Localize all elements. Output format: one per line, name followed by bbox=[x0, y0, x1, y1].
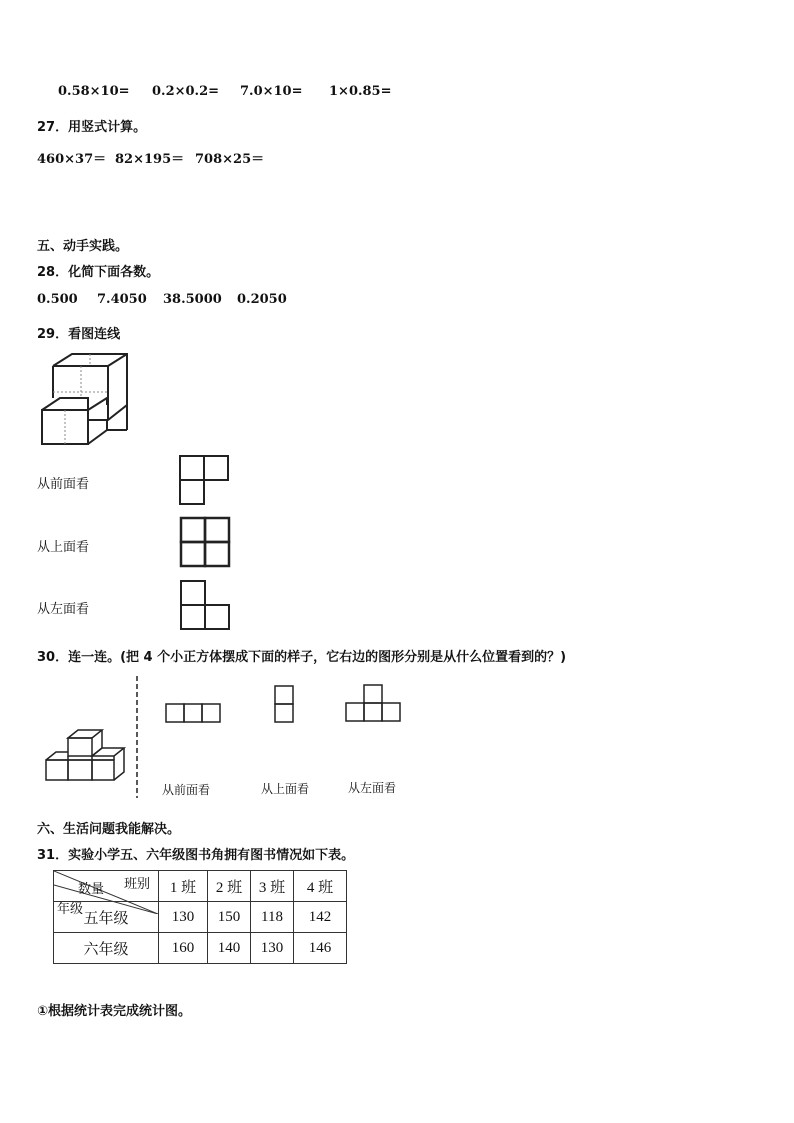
q31-task-1: ①根据统计表完成统计图。 bbox=[37, 1004, 192, 1019]
q30-label-left: 从左面看 bbox=[348, 781, 397, 795]
table-cell: 142 bbox=[294, 902, 347, 933]
q30-view-shape-1 bbox=[164, 702, 224, 726]
q28-item-4: 0.2050 bbox=[237, 292, 287, 307]
calc-item-4: 1×0.85= bbox=[329, 84, 392, 99]
column-header: 3 班 bbox=[251, 871, 294, 902]
q29-label-front: 从前面看 bbox=[37, 477, 90, 492]
q27-item-1: 460×37＝ bbox=[37, 152, 107, 167]
table-cell: 146 bbox=[294, 933, 347, 964]
q30-label-front: 从前面看 bbox=[162, 783, 211, 797]
table-row bbox=[54, 933, 347, 964]
q30-label-top: 从上面看 bbox=[261, 782, 310, 796]
question-29-title: 29．看图连线 bbox=[37, 327, 121, 342]
table-cell: 150 bbox=[208, 902, 251, 933]
q29-view-shape-1 bbox=[178, 454, 232, 508]
table-cell: 118 bbox=[251, 902, 294, 933]
column-header: 4 班 bbox=[294, 871, 347, 902]
table-cell: 140 bbox=[208, 933, 251, 964]
q29-view-shape-3 bbox=[178, 578, 232, 634]
corner-label-class: 班别 bbox=[124, 877, 151, 892]
table-corner-header bbox=[54, 871, 159, 917]
section-6-heading: 六、生活问题我能解决。 bbox=[37, 822, 181, 837]
question-27-title: 27．用竖式计算。 bbox=[37, 120, 147, 135]
corner-label-quantity: 数量 bbox=[78, 882, 105, 897]
calc-item-1: 0.58×10= bbox=[58, 84, 130, 99]
q28-item-1: 0.500 bbox=[37, 292, 78, 307]
q30-dashed-divider bbox=[134, 676, 140, 798]
question-28-title: 28．化简下面各数。 bbox=[37, 265, 160, 280]
table-cell: 160 bbox=[159, 933, 208, 964]
calc-item-2: 0.2×0.2= bbox=[152, 84, 220, 99]
column-header: 2 班 bbox=[208, 871, 251, 902]
row-label: 五年级 bbox=[54, 902, 159, 933]
q27-item-2: 82×195＝ bbox=[115, 152, 185, 167]
q29-cube-figure bbox=[38, 350, 133, 448]
question-30-title: 30．连一连。(把 4 个小正方体摆成下面的样子，它右边的图形分别是从什么位置看到的？) bbox=[37, 650, 567, 665]
book-statistics-table bbox=[53, 870, 347, 964]
section-5-heading: 五、动手实践。 bbox=[37, 239, 129, 254]
q29-label-top: 从上面看 bbox=[37, 540, 90, 555]
column-header: 1 班 bbox=[159, 871, 208, 902]
corner-label-grade: 年级 bbox=[57, 902, 84, 917]
q28-item-2: 7.4050 bbox=[97, 292, 147, 307]
q30-view-shape-2 bbox=[273, 684, 297, 726]
q30-cube-figure bbox=[44, 720, 126, 782]
question-31-title: 31．实验小学五、六年级图书角拥有图书情况如下表。 bbox=[37, 848, 355, 863]
calc-item-3: 7.0×10= bbox=[240, 84, 303, 99]
table-header-row bbox=[54, 871, 347, 902]
q30-view-shape-3 bbox=[344, 683, 404, 725]
q29-label-left: 从左面看 bbox=[37, 602, 90, 617]
q29-view-shape-2 bbox=[178, 515, 234, 571]
row-label: 六年级 bbox=[54, 933, 159, 964]
q28-item-3: 38.5000 bbox=[163, 292, 222, 307]
table-cell: 130 bbox=[251, 933, 294, 964]
table-cell: 130 bbox=[159, 902, 208, 933]
q27-item-3: 708×25＝ bbox=[195, 152, 265, 167]
